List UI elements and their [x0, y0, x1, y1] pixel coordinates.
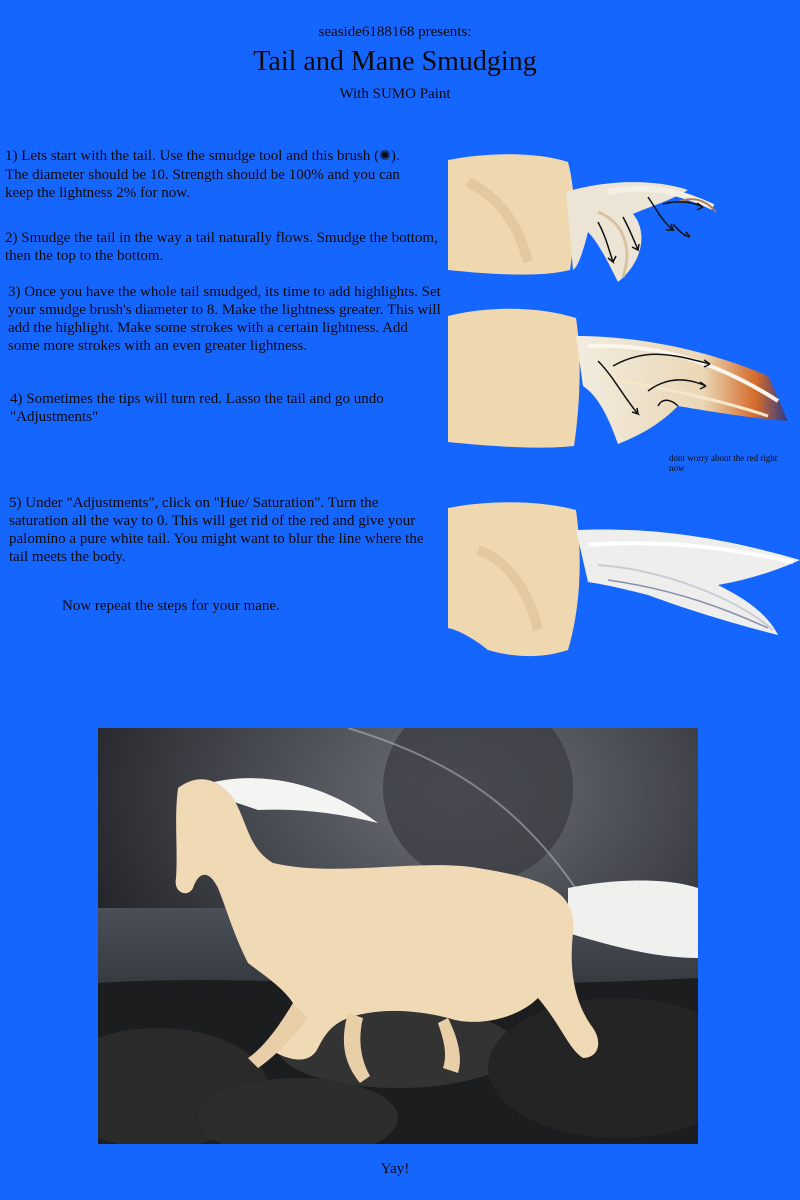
step-1-text-b: ). The diameter should be 10. Strength should be 100% and you can keep the lightness 2% for now. — [5, 148, 400, 201]
repeat-instruction: Now repeat the steps for your mane. — [62, 598, 280, 614]
final-horse-image — [98, 728, 698, 1144]
step-2-text: 2) Smudge the tail in the way a tail naturally flows. Smudge the bottom, then the top to the bottom. — [5, 230, 438, 264]
closing-caption: Yay! — [380, 1161, 410, 1177]
step-1-text — [5, 147, 425, 202]
brush-icon: ✺ — [379, 149, 391, 164]
presenter-line: seaside6188168 presents: — [318, 24, 472, 40]
page-subtitle: With SUMO Paint — [339, 86, 451, 102]
step-3-text: 3) Once you have the whole tail smudged, its time to add highlights. Set your smudge brush's diameter to 8. Make the lightness greater. This will add the highlight. Make some strokes with a certain lightness. Add some more strokes with an even greater lightness. — [8, 284, 441, 354]
step-5-tail-image — [448, 500, 800, 660]
step-5-text: 5) Under "Adjustments", click on "Hue/ Saturation". Turn the saturation all the way to 0. This will get rid of the red and give your palomino a pure white tail. You might want to blur the line where the tail meets the body. — [9, 495, 424, 565]
red-tip-note: dont worry about the red right now — [669, 453, 778, 473]
page-title: Tail and Mane Smudging — [253, 46, 537, 77]
step-3-tail-image — [448, 306, 788, 450]
step-1-text-a: 1) Lets start with the tail. Use the smudge tool and this brush ( — [5, 148, 380, 164]
step-4-text: 4) Sometimes the tips will turn red. Lasso the tail and go undo "Adjustments" — [10, 391, 384, 425]
step-1-tail-image — [448, 152, 728, 287]
